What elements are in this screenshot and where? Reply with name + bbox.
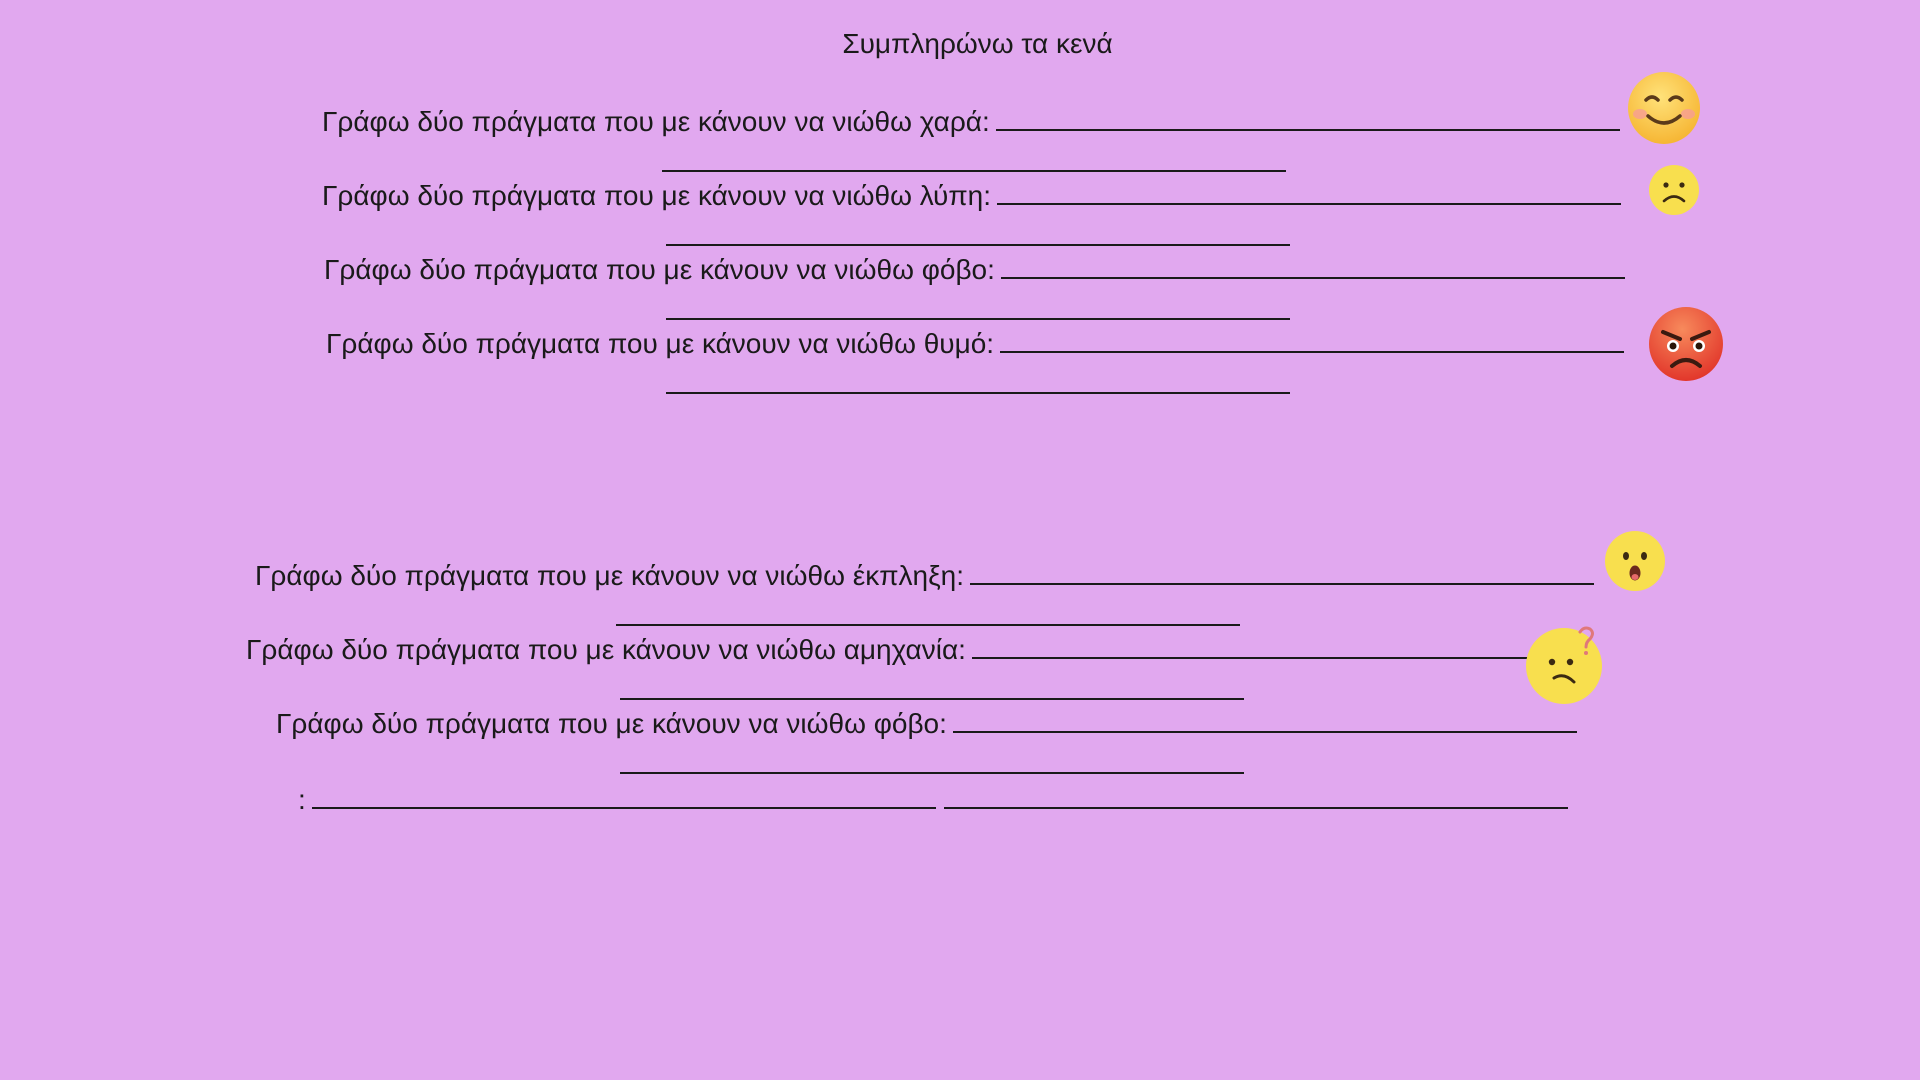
blank-fear-1[interactable] (1001, 255, 1625, 279)
blank-surprise-1[interactable] (970, 561, 1594, 585)
prompt-surprise-text: Γράφω δύο πράγματα που με κάνουν να νιώθω έκπληξη: (255, 560, 964, 591)
prompt-anger-text: Γράφω δύο πράγματα που με κάνουν να νιώθω θυμό: (326, 328, 995, 359)
blank-anger-1[interactable] (1000, 329, 1624, 353)
surprised-face-icon (1604, 530, 1666, 592)
blank-joy-1[interactable] (996, 107, 1620, 131)
blank-embarrassment-1[interactable] (972, 635, 1596, 659)
blank-joy-2[interactable] (662, 148, 1286, 172)
blank-sadness-1[interactable] (997, 181, 1621, 205)
blank-surprise-2[interactable] (616, 602, 1240, 626)
page-title: Συμπληρώνω τα κενά (842, 28, 1113, 59)
prompt-sadness-text: Γράφω δύο πράγματα που με κάνουν να νιώθω λύπη: (322, 180, 992, 211)
prompt-fear-2-text: Γράφω δύο πράγματα που με κάνουν να νιώθω φόβο: (276, 708, 947, 739)
blank-trailing-1[interactable] (312, 785, 936, 809)
blank-trailing-2[interactable] (944, 785, 1568, 809)
prompt-embarrassment (246, 632, 1596, 668)
sad-face-icon (1648, 164, 1700, 216)
prompt-fear (324, 252, 1625, 288)
prompt-anger (326, 326, 1624, 362)
confused-face-icon (1522, 624, 1606, 708)
prompt-joy-text: Γράφω δύο πράγματα που με κάνουν να νιώθω χαρά: (322, 106, 990, 137)
prompt-embarrassment-text: Γράφω δύο πράγματα που με κάνουν να νιώθω αμηχανία: (246, 634, 966, 665)
blank-fear-2a[interactable] (953, 709, 1577, 733)
blank-embarrassment-2[interactable] (620, 676, 1244, 700)
prompt-fear-2 (276, 706, 1577, 742)
trailing-colon: : (298, 784, 306, 815)
smiling-face-icon (1626, 70, 1702, 146)
blank-anger-2[interactable] (666, 370, 1290, 394)
prompt-sadness (322, 178, 1621, 214)
prompt-surprise (255, 558, 1594, 594)
blank-sadness-2[interactable] (666, 222, 1290, 246)
prompt-joy (322, 104, 1620, 140)
prompt-fear-text: Γράφω δύο πράγματα που με κάνουν να νιώθω φόβο: (324, 254, 995, 285)
angry-face-icon (1648, 306, 1724, 382)
blank-fear-2[interactable] (666, 296, 1290, 320)
trailing-blanks (298, 782, 1568, 818)
blank-fear-2b[interactable] (620, 750, 1244, 774)
